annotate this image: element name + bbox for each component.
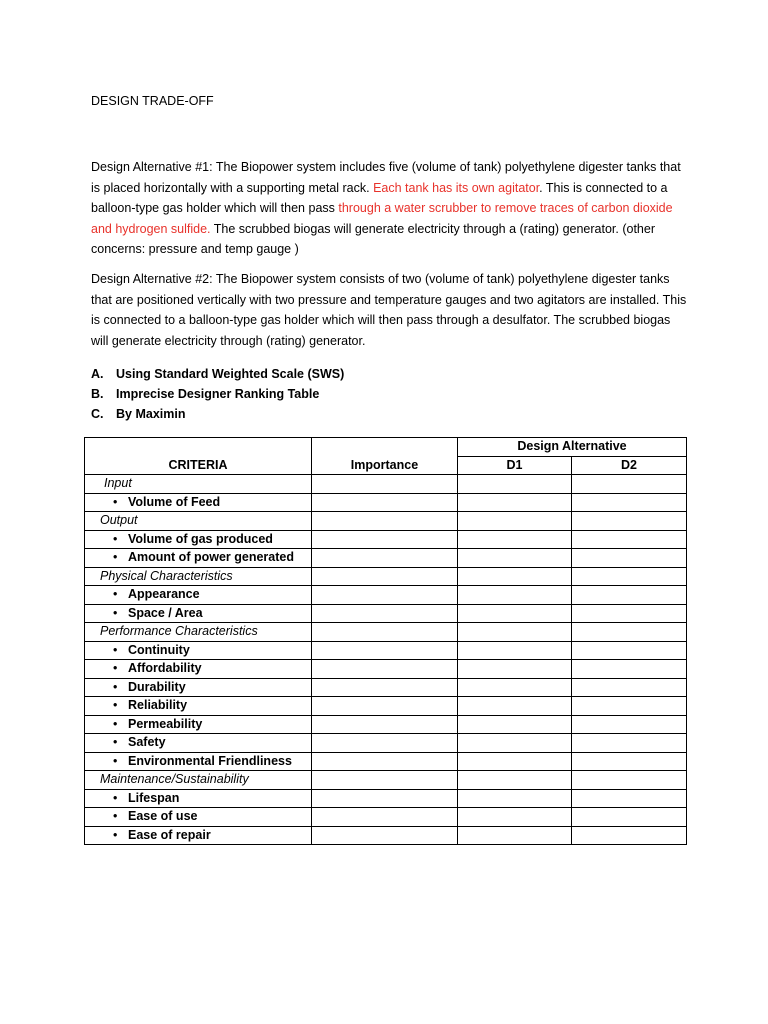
criterion-label: Amount of power generated [128,550,294,565]
category-label: Maintenance/Sustainability [100,772,249,787]
method-text: By Maximin [116,407,186,421]
table-header-row-2 [85,456,687,475]
criterion-row [85,715,687,734]
d2-cell [572,826,687,845]
criterion-label: Appearance [128,587,200,602]
d1-cell [458,789,572,808]
d2-cell [572,641,687,660]
d2-cell [572,512,687,531]
d1-cell [458,567,572,586]
criterion-cell [85,660,312,679]
design-alternative-2-paragraph [91,269,691,351]
d2-cell [572,660,687,679]
d1-cell [458,586,572,605]
alt1-text-2: . This is connected to a balloon-type gas holder which will then pass [91,180,668,215]
d1-cell [458,512,572,531]
bullet-icon: • [113,605,118,620]
importance-header: Importance [312,456,458,475]
method-item [91,364,344,384]
d2-cell [572,475,687,494]
bullet-icon: • [113,494,118,509]
importance-cell [312,660,458,679]
criterion-label: Reliability [128,698,188,713]
d1-cell [458,493,572,512]
criterion-cell [85,752,312,771]
category-row [85,623,687,642]
bullet-icon: • [113,827,118,842]
d2-cell [572,493,687,512]
criteria-header: CRITERIA [85,456,312,475]
category-row [85,512,687,531]
alt1-label: Design Alternative #1: [91,160,213,174]
d1-cell [458,734,572,753]
criterion-cell [85,493,312,512]
importance-cell [312,752,458,771]
d2-cell [572,530,687,549]
importance-cell [312,715,458,734]
bullet-icon: • [113,753,118,768]
alt2-label: Design Alternative #2: [91,272,213,286]
d1-cell [458,771,572,790]
method-letter: A. [91,367,104,381]
d1-cell [458,641,572,660]
criterion-row [85,734,687,753]
criterion-label: Permeability [128,716,203,731]
criterion-cell [85,549,312,568]
criterion-cell [85,604,312,623]
criterion-label: Ease of repair [128,827,211,842]
importance-cell [312,512,458,531]
category-cell [85,512,312,531]
d1-cell [458,678,572,697]
importance-cell [312,826,458,845]
d1-cell [458,826,572,845]
criterion-cell [85,641,312,660]
importance-cell [312,586,458,605]
header-spacer-cell [85,438,312,457]
bullet-icon: • [113,679,118,694]
category-row [85,771,687,790]
criterion-label: Lifespan [128,790,180,805]
criterion-row [85,604,687,623]
d2-cell [572,808,687,827]
d1-header: D1 [458,456,572,475]
category-cell [85,623,312,642]
d2-cell [572,697,687,716]
criterion-label: Volume of Feed [128,494,221,509]
importance-cell [312,641,458,660]
d2-cell [572,586,687,605]
d2-cell [572,604,687,623]
d2-cell [572,567,687,586]
criterion-label: Volume of gas produced [128,531,273,546]
importance-cell [312,530,458,549]
criterion-row [85,697,687,716]
bullet-icon: • [113,661,118,676]
d1-cell [458,660,572,679]
d2-header: D2 [572,456,687,475]
criterion-row [85,530,687,549]
design-alternative-header: Design Alternative [458,438,687,457]
method-item [91,384,344,404]
d1-cell [458,752,572,771]
criterion-label: Durability [128,679,186,694]
criterion-cell [85,789,312,808]
d2-cell [572,734,687,753]
criterion-cell [85,808,312,827]
importance-cell [312,789,458,808]
criterion-row [85,549,687,568]
criterion-row [85,826,687,845]
importance-cell [312,475,458,494]
importance-cell [312,493,458,512]
d2-cell [572,678,687,697]
alt1-text-3: The scrubbed biogas will generate electricity through a (rating) generator. (other concerns: pressure and temp gauge ) [91,221,655,256]
d2-cell [572,752,687,771]
alt1-highlight-1: Each tank has its own agitator [373,180,540,195]
category-row [85,567,687,586]
design-alternative-1-paragraph [91,157,691,260]
criterion-cell [85,586,312,605]
trade-off-table [84,437,687,845]
criterion-label: Affordability [128,661,202,676]
bullet-icon: • [113,642,118,657]
category-label: Physical Characteristics [100,568,233,583]
trade-off-table-body [85,438,687,845]
criterion-cell [85,530,312,549]
d2-cell [572,715,687,734]
category-label: Input [104,476,132,491]
method-list [91,364,344,424]
bullet-icon: • [113,550,118,565]
d1-cell [458,549,572,568]
bullet-icon: • [113,698,118,713]
d2-cell [572,623,687,642]
criterion-label: Continuity [128,642,190,657]
d1-cell [458,715,572,734]
category-label: Performance Characteristics [100,624,258,639]
criterion-row [85,641,687,660]
criterion-label: Ease of use [128,809,198,824]
criterion-row [85,678,687,697]
alt1-text-1: The Biopower system includes five (volume of tank) polyethylene digester tanks that is placed horizontally with a supporting metal rack. [91,160,681,195]
criterion-row [85,789,687,808]
importance-cell [312,697,458,716]
bullet-icon: • [113,716,118,731]
importance-cell [312,734,458,753]
criterion-label: Environmental Friendliness [128,753,292,768]
method-text: Using Standard Weighted Scale (SWS) [116,367,345,381]
bullet-icon: • [113,809,118,824]
importance-cell [312,604,458,623]
criterion-cell [85,715,312,734]
category-label: Output [100,513,138,528]
d1-cell [458,623,572,642]
bullet-icon: • [113,587,118,602]
d2-cell [572,789,687,808]
criterion-row [85,586,687,605]
header-spacer-cell [312,438,458,457]
document-title: DESIGN TRADE-OFF [91,94,214,108]
category-cell [85,475,312,494]
criterion-cell [85,826,312,845]
method-item [91,404,344,424]
d1-cell [458,475,572,494]
criterion-cell [85,678,312,697]
method-letter: C. [91,407,104,421]
criterion-label: Safety [128,735,166,750]
bullet-icon: • [113,735,118,750]
criterion-row [85,808,687,827]
d2-cell [572,549,687,568]
importance-cell [312,623,458,642]
d1-cell [458,697,572,716]
importance-cell [312,567,458,586]
criterion-cell [85,734,312,753]
alt2-text: The Biopower system consists of two (volume of tank) polyethylene digester tanks that are positioned vertically with two pressure and temperature gauges and two agitators are installed. This is connected to a balloon-type gas holder which will then pass through a desulfator. The scrubbed biogas will generate electricity through (rating) generator. [91,272,687,348]
d1-cell [458,530,572,549]
d2-cell [572,771,687,790]
d1-cell [458,604,572,623]
importance-cell [312,808,458,827]
criterion-row [85,752,687,771]
importance-cell [312,549,458,568]
criterion-row [85,660,687,679]
alt1-highlight-2: through a water scrubber to remove traces of carbon dioxide and hydrogen sulfide. [91,201,673,236]
importance-cell [312,678,458,697]
category-cell [85,771,312,790]
criterion-label: Space / Area [128,605,203,620]
method-text: Imprecise Designer Ranking Table [116,387,320,401]
d1-cell [458,808,572,827]
method-letter: B. [91,387,104,401]
criterion-row [85,493,687,512]
category-row [85,475,687,494]
category-cell [85,567,312,586]
importance-cell [312,771,458,790]
bullet-icon: • [113,531,118,546]
table-header-row-1 [85,438,687,457]
bullet-icon: • [113,790,118,805]
criterion-cell [85,697,312,716]
